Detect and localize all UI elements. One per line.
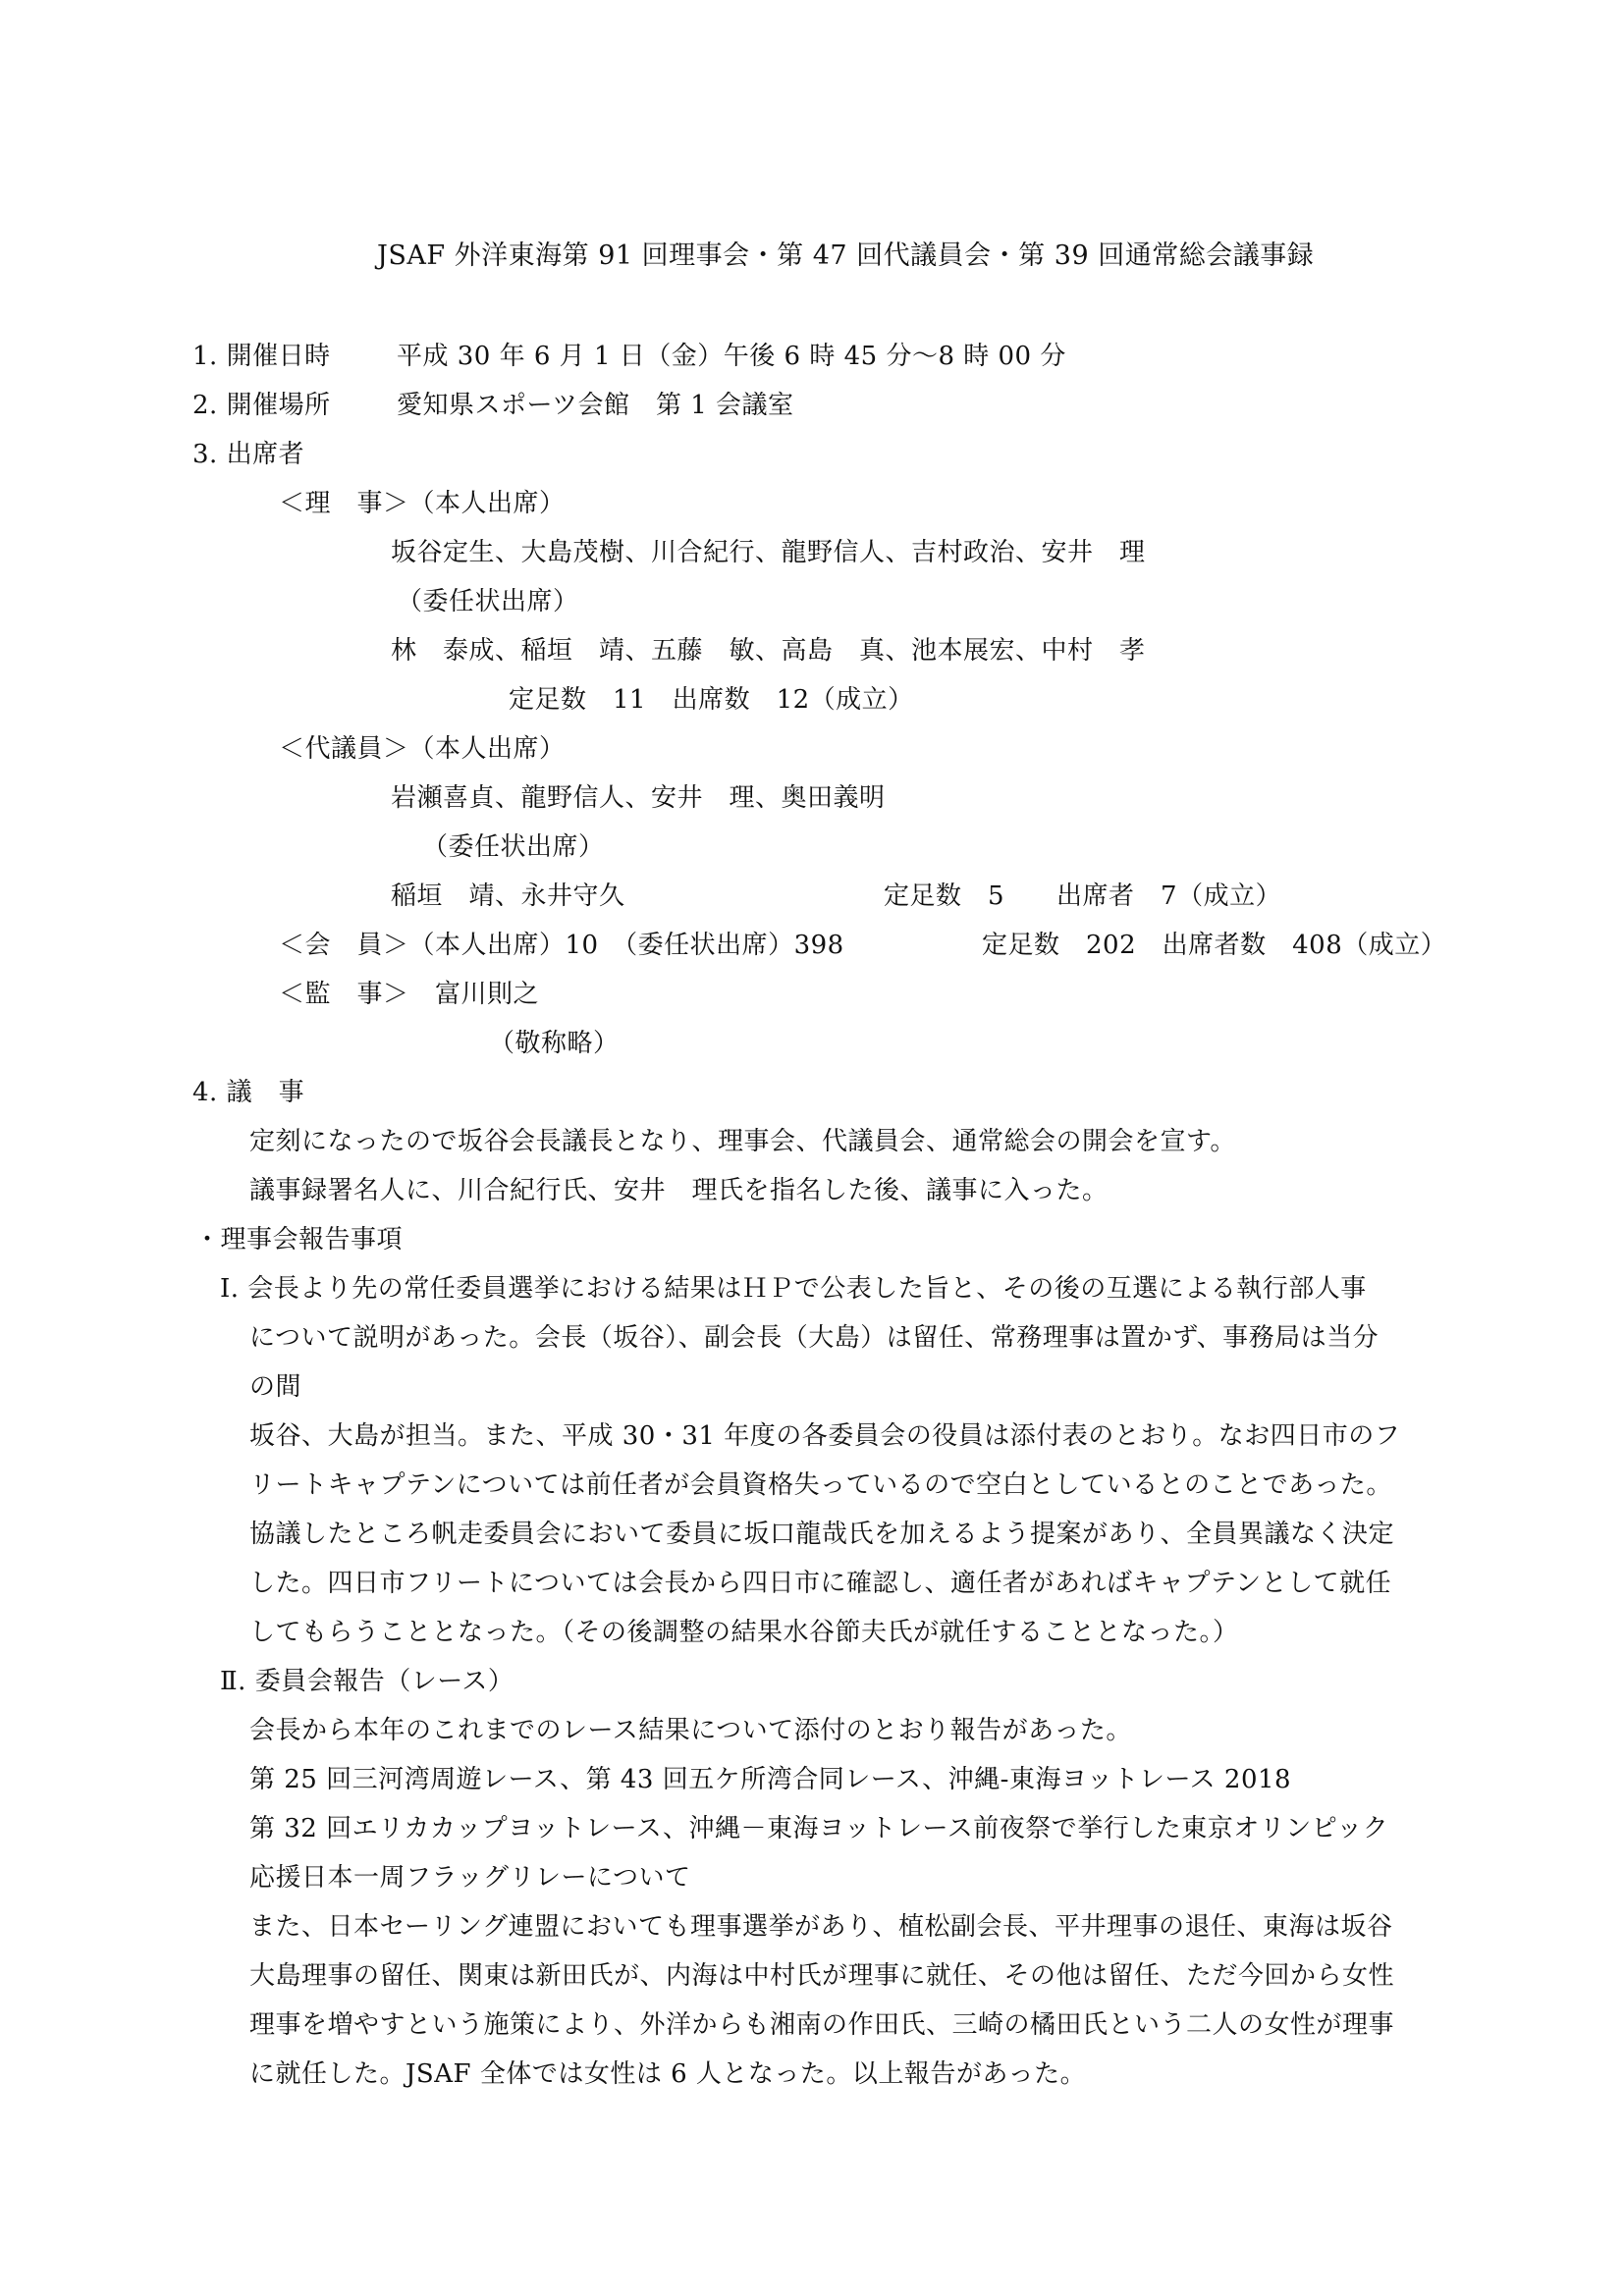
report-line: リートキャプテンについては前任者が会員資格失っているので空白としているとのことであった。 bbox=[249, 1470, 1392, 1500]
delegates-proxy-names: 稲垣 靖、永井守久 bbox=[391, 881, 625, 911]
report-line: 大島理事の留任、関東は新田氏が、内海は中村氏が理事に就任、その他は留任、ただ今回から女性 bbox=[249, 1961, 1395, 1991]
report-line: した。四日市フリートについては会長から四日市に確認し、適任者があればキャプテンとして就任 bbox=[249, 1569, 1392, 1598]
meeting-date-label: 1. 開催日時 bbox=[192, 342, 331, 371]
proceedings-paragraph-2: 議事録署名人に、川合紀行氏、安井 理氏を指名した後、議事に入った。 bbox=[249, 1176, 1109, 1205]
members-quorum: 定足数 202 出席者数 408（成立） bbox=[982, 931, 1447, 960]
meeting-place-value: 愛知県スポーツ会館 第 1 会議室 bbox=[397, 391, 794, 420]
committee-report-heading: Ⅱ. 委員会報告（レース） bbox=[220, 1667, 514, 1696]
report-line: 第 32 回エリカカップヨットレース、沖縄－東海ヨットレース前夜祭で挙行した東京オリンピック bbox=[249, 1814, 1389, 1843]
board-report-heading: ・理事会報告事項 bbox=[194, 1225, 404, 1255]
report-line: 理事を増やすという施策により、外洋からも湘南の作田氏、三崎の橘田氏という二人の女性が理事 bbox=[249, 2010, 1395, 2040]
honorific-note: （敬称略） bbox=[489, 1029, 620, 1058]
report-line: 第 25 回三河湾周遊レース、第 43 回五ケ所湾合同レース、沖縄-東海ヨットレース 2018 bbox=[249, 1765, 1292, 1794]
report-line: Ⅰ. 会長より先の常任委員選挙における結果はＨＰで公表した旨と、その後の互選による執行部人事 bbox=[220, 1274, 1367, 1304]
directors-present-names: 坂谷定生、大島茂樹、川合紀行、龍野信人、吉村政治、安井 理 bbox=[391, 538, 1146, 567]
report-line: してもらうこととなった。（その後調整の結果水谷節夫氏が就任することとなった。） bbox=[249, 1618, 1239, 1647]
proceedings-paragraph-1: 定刻になったので坂谷会長議長となり、理事会、代議員会、通常総会の開会を宣す。 bbox=[249, 1127, 1236, 1156]
report-line: に就任した。JSAF 全体では女性は 6 人となった。以上報告があった。 bbox=[249, 2059, 1087, 2089]
delegates-present-names: 岩瀬喜貞、龍野信人、安井 理、奥田義明 bbox=[391, 783, 886, 813]
report-line: 応援日本一周フラッグリレーについて bbox=[249, 1863, 691, 1893]
meeting-place-label: 2. 開催場所 bbox=[192, 391, 331, 420]
report-line: について説明があった。会長（坂谷）、副会長（大島）は留任、常務理事は置かず、事務局は当分 bbox=[249, 1323, 1380, 1353]
meeting-date-value: 平成 30 年 6 月 1 日（金）午後 6 時 45 分～8 時 00 分 bbox=[397, 342, 1066, 371]
report-line: また、日本セーリング連盟においても理事選挙があり、植松副会長、平井理事の退任、東海は坂谷 bbox=[249, 1912, 1393, 1942]
directors-quorum: 定足数 11 出席数 12（成立） bbox=[509, 685, 914, 715]
delegates-proxy-heading: （委任状出席） bbox=[422, 832, 605, 862]
auditor-line: ＜監 事＞ 富川則之 bbox=[279, 980, 540, 1009]
report-line: の間 bbox=[249, 1372, 302, 1402]
delegates-quorum: 定足数 5 出席者 7（成立） bbox=[884, 881, 1282, 911]
report-line: 会長から本年のこれまでのレース結果について添付のとおり報告があった。 bbox=[249, 1716, 1132, 1745]
report-line: 協議したところ帆走委員会において委員に坂口龍哉氏を加えるよう提案があり、全員異議なく決定 bbox=[249, 1520, 1395, 1549]
proceedings-label: 4. 議 事 bbox=[192, 1078, 305, 1107]
members-attendance: ＜会 員＞（本人出席）10 （委任状出席）398 bbox=[279, 931, 844, 960]
report-line: 坂谷、大島が担当。また、平成 30・31 年度の各委員会の役員は添付表のとおり。なお四日市のフ bbox=[249, 1421, 1401, 1451]
document-title: JSAF 外洋東海第 91 回理事会・第 47 回代議員会・第 39 回通常総会議事録 bbox=[377, 240, 1315, 271]
attendees-label: 3. 出席者 bbox=[192, 440, 305, 469]
directors-proxy-heading: （委任状出席） bbox=[397, 587, 579, 616]
directors-heading: ＜理 事＞（本人出席） bbox=[279, 489, 566, 518]
directors-proxy-names: 林 泰成、稲垣 靖、五藤 敏、高島 真、池本展宏、中村 孝 bbox=[391, 636, 1146, 666]
delegates-heading: ＜代議員＞（本人出席） bbox=[279, 734, 566, 764]
